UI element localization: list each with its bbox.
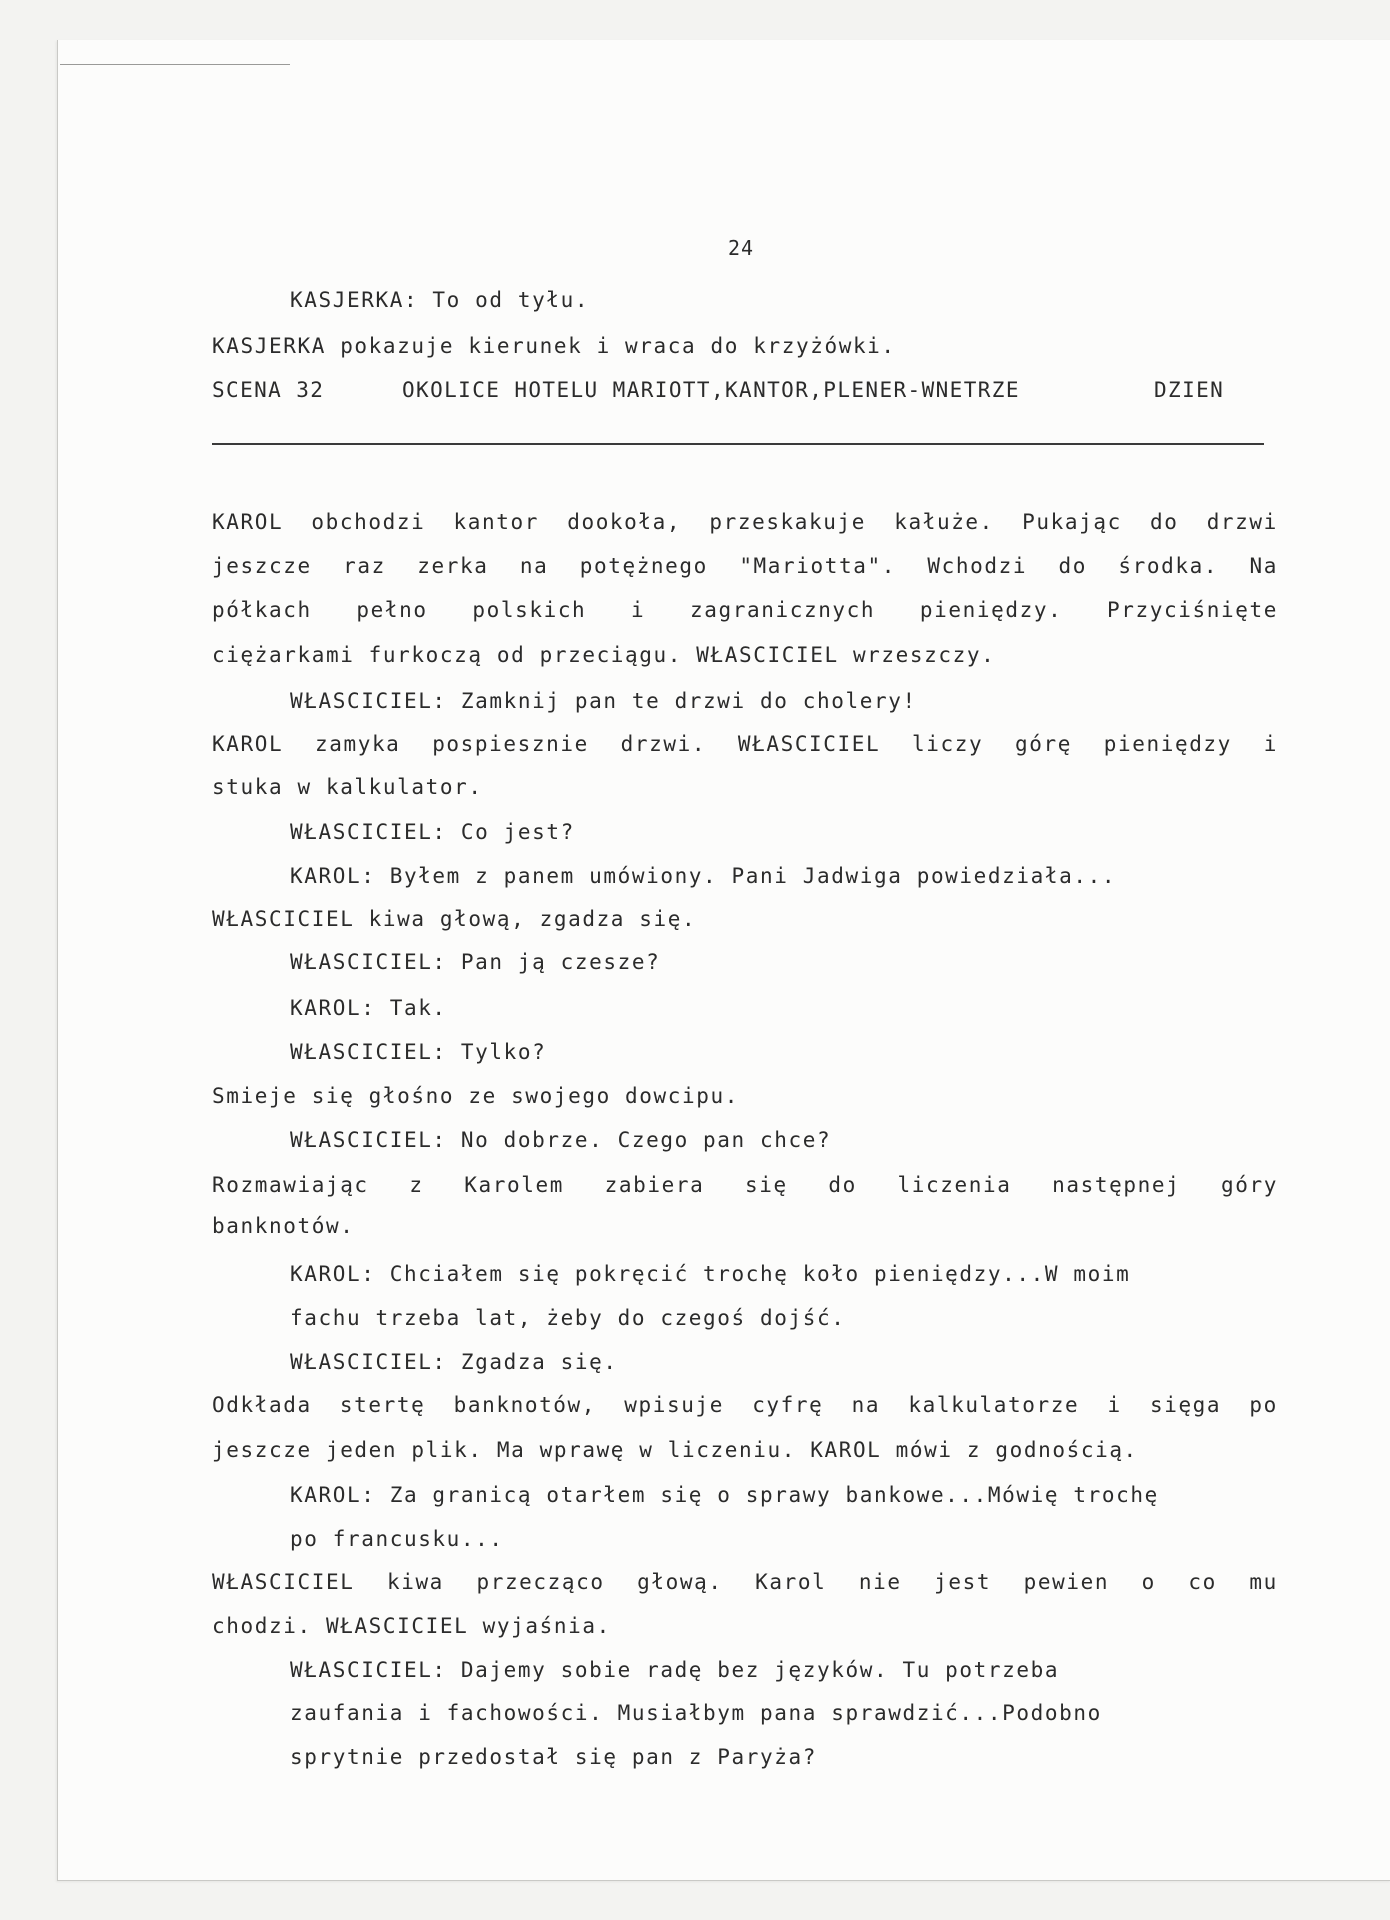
- dialogue-line: KAROL: Tak.: [290, 996, 447, 1020]
- word: Na: [1249, 554, 1278, 578]
- action-line: KASJERKA pokazuje kierunek i wraca do krzyżówki.: [212, 334, 896, 358]
- word: liczenia: [897, 1173, 1012, 1197]
- word: do: [1150, 510, 1179, 534]
- dialogue-line: WŁASCICIEL: Pan ją czesze?: [290, 950, 661, 974]
- word: KAROL: [212, 732, 284, 756]
- word: mu: [1249, 1570, 1278, 1594]
- dialogue-line: KAROL: Chciałem się pokręcić trochę koło pieniędzy...W moim: [290, 1262, 1131, 1286]
- word: pospiesznie: [432, 732, 589, 756]
- dialogue-line: po francusku...: [290, 1527, 504, 1551]
- word: kiwa: [386, 1570, 444, 1594]
- word: pełno: [356, 598, 428, 622]
- word: do: [1058, 554, 1087, 578]
- scene-number: SCENA 32: [212, 378, 325, 402]
- dialogue-line: fachu trzeba lat, żeby do czegoś dojść.: [290, 1306, 846, 1330]
- heading-separator: [212, 443, 1264, 445]
- word: głową.: [637, 1570, 723, 1594]
- word: i: [631, 598, 646, 622]
- dialogue-line: WŁASCICIEL: Zamknij pan te drzwi do cholery!: [290, 689, 917, 713]
- word: kantor: [453, 510, 540, 534]
- action-line: [212, 732, 1278, 756]
- word: WŁASCICIEL: [212, 1570, 355, 1594]
- word: banknotów,: [453, 1393, 597, 1417]
- word: jeszcze: [212, 554, 312, 578]
- dialogue-line: KASJERKA: To od tyłu.: [290, 288, 590, 312]
- word: raz: [343, 554, 386, 578]
- word: dookoła,: [567, 510, 682, 534]
- word: na: [851, 1393, 881, 1417]
- word: potężnego: [579, 554, 708, 578]
- word: stertę: [339, 1393, 426, 1417]
- word: górę: [1015, 732, 1072, 756]
- action-line: WŁASCICIEL kiwa głową, zgadza się.: [212, 907, 697, 931]
- word: liczy: [912, 732, 984, 756]
- word: przeskakuje: [709, 510, 867, 534]
- word: i: [1107, 1393, 1122, 1417]
- word: zagranicznych: [690, 598, 876, 622]
- word: na: [519, 554, 549, 578]
- dialogue-line: zaufania i fachowości. Musiałbym pana sprawdzić...Podobno: [290, 1701, 1102, 1725]
- action-line: [212, 554, 1278, 578]
- action-line: [212, 510, 1278, 534]
- dialogue-line: WŁASCICIEL: Co jest?: [290, 820, 575, 844]
- word: nie: [858, 1570, 902, 1594]
- dialogue-line: WŁASCICIEL: Zgadza się.: [290, 1350, 618, 1374]
- dialogue-line: sprytnie przedostał się pan z Paryża?: [290, 1745, 817, 1769]
- scene-heading: [212, 378, 1232, 474]
- word: z: [409, 1173, 424, 1197]
- scene-location: OKOLICE HOTELU MARIOTT,KANTOR,PLENER-WNETRZE: [402, 378, 1020, 402]
- dialogue-line: KAROL: Za granicą otarłem się o sprawy bankowe...Mówię trochę: [290, 1483, 1159, 1507]
- top-rule: [60, 64, 290, 65]
- page-number: 24: [728, 236, 755, 260]
- action-line: [212, 1570, 1278, 1594]
- action-line: ciężarkami furkoczą od przeciągu. WŁASCICIEL wrzeszczy.: [212, 643, 996, 667]
- word: po: [1249, 1393, 1278, 1417]
- word: drzwi.: [620, 732, 707, 756]
- word: wpisuje: [624, 1393, 724, 1417]
- word: przecząco: [476, 1570, 605, 1594]
- word: polskich: [472, 598, 587, 622]
- action-line: [212, 1393, 1278, 1417]
- word: środka.: [1118, 554, 1219, 578]
- word: do: [828, 1173, 857, 1197]
- action-line: chodzi. WŁASCICIEL wyjaśnia.: [212, 1614, 611, 1638]
- action-line: Smieje się głośno ze swojego dowcipu.: [212, 1084, 739, 1108]
- word: Pukając: [1022, 510, 1122, 534]
- word: Karolem: [464, 1173, 564, 1197]
- word: zabiera: [604, 1173, 705, 1197]
- word: Odkłada: [212, 1393, 312, 1417]
- word: WŁASCICIEL: [737, 732, 881, 756]
- word: Karol: [755, 1570, 827, 1594]
- word: obchodzi: [311, 510, 426, 534]
- dialogue-line: WŁASCICIEL: Dajemy sobie radę bez języków. Tu potrzeba: [290, 1658, 1060, 1682]
- scene-time: DZIEN: [1154, 378, 1225, 402]
- action-line: jeszcze jeden plik. Ma wprawę w liczeniu. KAROL mówi z godnością.: [212, 1438, 1138, 1462]
- dialogue-line: WŁASCICIEL: Tylko?: [290, 1040, 547, 1064]
- word: kalkulatorze: [908, 1393, 1080, 1417]
- action-line: [212, 598, 1278, 622]
- word: cyfrę: [752, 1393, 824, 1417]
- word: jest: [934, 1570, 992, 1594]
- word: o: [1141, 1570, 1156, 1594]
- word: pewien: [1023, 1570, 1110, 1594]
- word: półkach: [212, 598, 312, 622]
- word: co: [1188, 1570, 1217, 1594]
- word: zamyka: [314, 732, 401, 756]
- word: i: [1263, 732, 1278, 756]
- word: pieniędzy.: [919, 598, 1063, 622]
- word: Przyciśnięte: [1107, 598, 1278, 622]
- action-line: [212, 1173, 1278, 1197]
- action-line: banknotów.: [212, 1214, 355, 1238]
- word: góry: [1220, 1173, 1278, 1197]
- action-line: stuka w kalkulator.: [212, 775, 483, 799]
- dialogue-line: KAROL: Byłem z panem umówiony. Pani Jadwiga powiedziała...: [290, 864, 1117, 888]
- word: Wchodzi: [927, 554, 1028, 578]
- word: "Mariotta".: [739, 554, 896, 578]
- word: pieniędzy: [1103, 732, 1232, 756]
- word: Rozmawiając: [212, 1173, 369, 1197]
- dialogue-line: WŁASCICIEL: No dobrze. Czego pan chce?: [290, 1128, 832, 1152]
- word: sięga: [1149, 1393, 1222, 1417]
- word: zerka: [417, 554, 489, 578]
- word: się: [744, 1173, 788, 1197]
- word: drzwi: [1206, 510, 1278, 534]
- word: kałuże.: [894, 510, 994, 534]
- word: KAROL: [212, 510, 284, 534]
- word: następnej: [1052, 1173, 1181, 1197]
- paper-sheet: [57, 40, 1390, 1881]
